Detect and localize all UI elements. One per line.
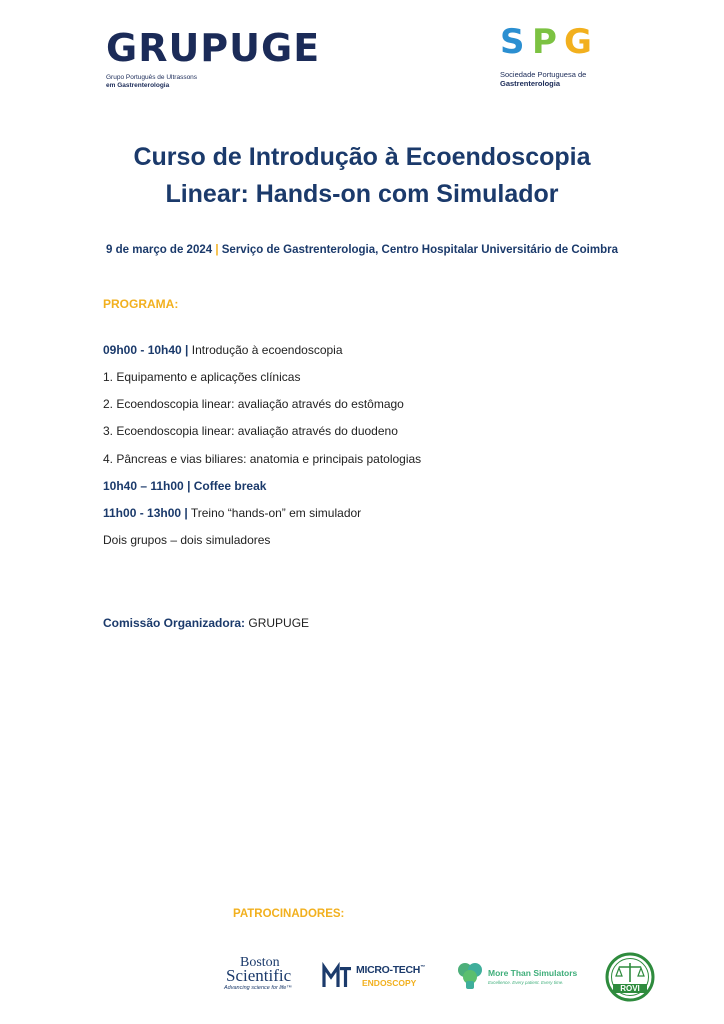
programa-item-text: Dois grupos – dois simuladores bbox=[103, 533, 271, 547]
programa-item bbox=[103, 533, 270, 547]
programa-item bbox=[103, 370, 300, 384]
comissao-organizadora bbox=[103, 616, 309, 630]
spg-logo-subtitle-1: Sociedade Portuguesa de bbox=[500, 70, 587, 79]
microtech-logo-line-1 bbox=[356, 964, 425, 976]
programa-item bbox=[103, 424, 398, 438]
microtech-trademark: ™ bbox=[420, 964, 425, 971]
programa-item bbox=[103, 479, 266, 493]
rovi-logo bbox=[605, 952, 655, 1002]
event-info bbox=[0, 244, 724, 256]
comissao-value: GRUPUGE bbox=[245, 616, 310, 630]
sponsors-heading: PATROCINADORES: bbox=[233, 908, 345, 920]
programa-heading: PROGRAMA: bbox=[103, 297, 179, 311]
mts-name: More Than Simulators bbox=[488, 968, 578, 978]
programa-item bbox=[103, 397, 404, 411]
spg-logo-subtitle-2: Gastrenterologia bbox=[500, 79, 561, 88]
microtech-mark-icon bbox=[322, 961, 352, 991]
grupuge-logo-name: GRUPUGE bbox=[106, 26, 321, 70]
programa-item bbox=[103, 452, 421, 466]
page-title bbox=[0, 139, 724, 213]
spg-logo bbox=[496, 22, 616, 92]
microtech-name: MICRO-TECH bbox=[356, 964, 421, 976]
programa-item bbox=[103, 506, 361, 520]
programa-item-text: 2. Ecoendoscopia linear: avaliação através do estômago bbox=[103, 397, 404, 411]
programa-item-time: 10h40 – 11h00 | Coffee break bbox=[103, 479, 267, 493]
programa-item-time: 09h00 - 10h40 | bbox=[103, 343, 189, 357]
rovi-seal-icon bbox=[605, 952, 655, 1002]
grupuge-logo-subtitle-2: em Gastrenterologia bbox=[106, 82, 170, 89]
spg-letter-s: S bbox=[500, 22, 525, 62]
microtech-logo-line-2: ENDOSCOPY bbox=[362, 978, 417, 988]
mts-tagline: Excellence. Every patient. Every time. bbox=[488, 980, 564, 985]
event-location: Serviço de Gastrenterologia, Centro Hospitalar Universitário de Coimbra bbox=[221, 244, 618, 256]
grupuge-logo bbox=[106, 26, 346, 92]
programa-item-text: Introdução à ecoendoscopia bbox=[188, 343, 343, 357]
spg-letter-p: P bbox=[532, 22, 557, 62]
comissao-label: Comissão Organizadora: bbox=[103, 616, 246, 630]
boston-logo-line-1: Boston bbox=[240, 955, 280, 970]
boston-logo-line-2: Scientific bbox=[226, 966, 292, 985]
event-info-separator: | bbox=[215, 244, 219, 256]
boston-logo-tagline: Advancing science for life™ bbox=[224, 985, 292, 991]
more-than-simulators-logo bbox=[456, 961, 578, 995]
programa-item-text: 1. Equipamento e aplicações clínicas bbox=[103, 370, 301, 384]
rovi-name: ROVI bbox=[620, 984, 640, 993]
event-date: 9 de março de 2024 bbox=[106, 244, 213, 256]
grupuge-logo-subtitle-1: Grupo Português de Ultrassons bbox=[106, 74, 198, 81]
boston-scientific-logo bbox=[222, 956, 314, 996]
programa-item-time: 11h00 - 13h00 | bbox=[103, 506, 188, 520]
page-title-line-1: Curso de Introdução à Ecoendoscopia bbox=[133, 143, 591, 171]
mts-mark-icon bbox=[456, 961, 484, 991]
microtech-endoscopy-logo bbox=[322, 960, 432, 992]
page-title-line-2: Linear: Hands-on com Simulador bbox=[165, 180, 559, 208]
spg-letter-g: G bbox=[564, 22, 592, 62]
programa-item-text: 4. Pâncreas e vias biliares: anatomia e principais patologias bbox=[103, 452, 422, 466]
programa-item-text: Treino “hands-on” em simulador bbox=[187, 506, 362, 520]
programa-item bbox=[103, 343, 343, 357]
programa-item-text: 3. Ecoendoscopia linear: avaliação através do duodeno bbox=[103, 424, 398, 438]
